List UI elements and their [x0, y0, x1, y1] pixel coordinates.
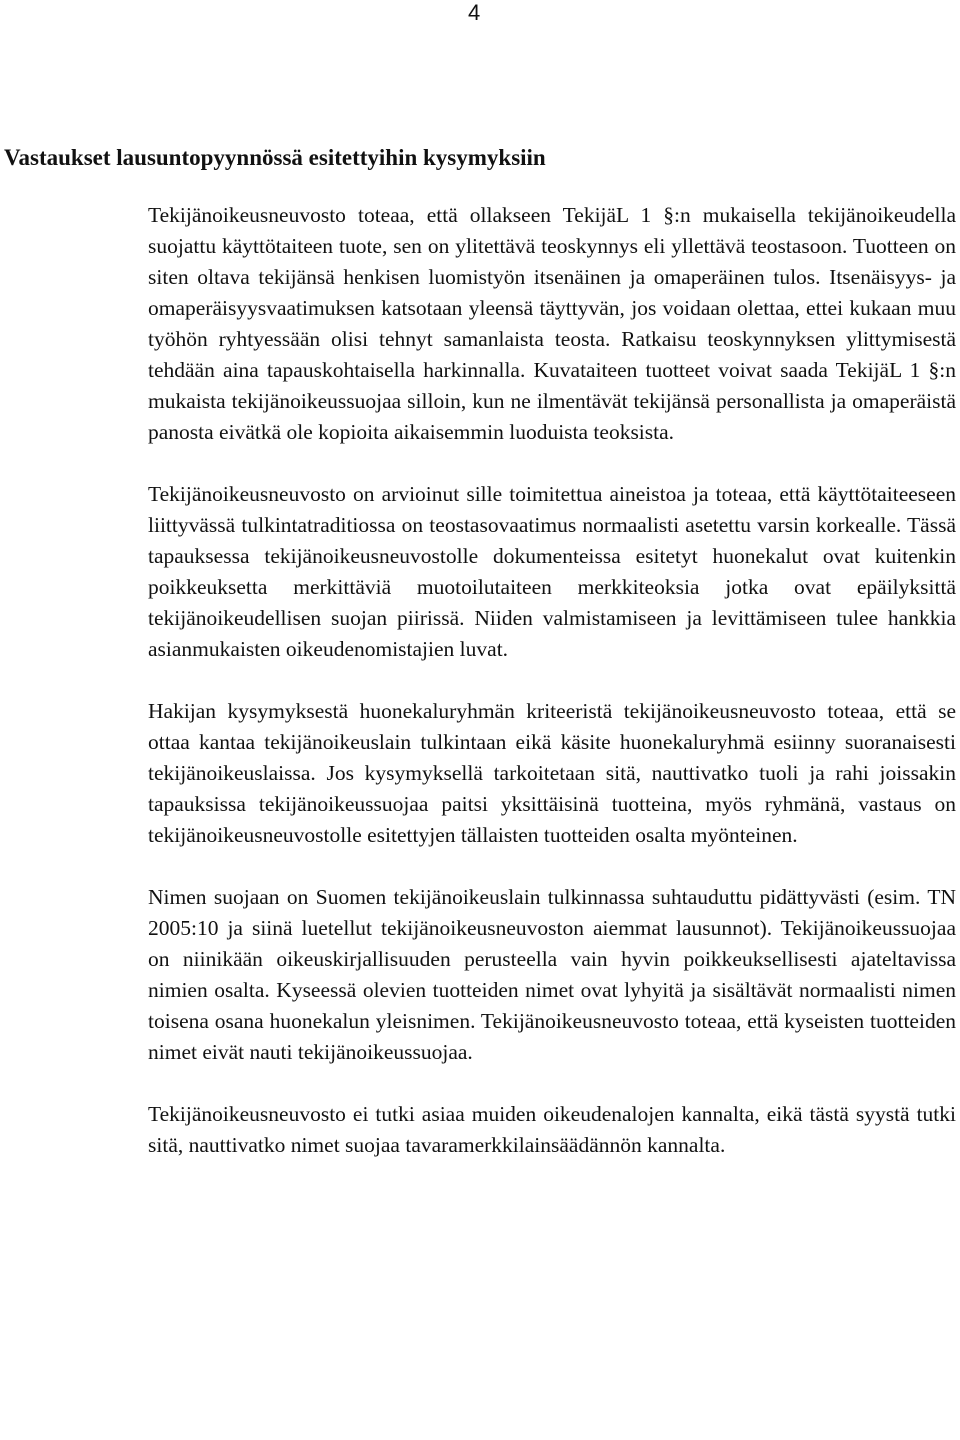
- paragraph-2: Tekijänoikeusneuvosto on arvioinut sille toimitettua aineistoa ja toteaa, että käyttötaiteeseen liittyvässä tulkintatraditiossa on teostasovaatimus normaalisti asetettu varsin korkealle. Tässä tapauksessa tekijänoikeusneuvostolle dokumenteissa esitetyt huonekalut ovat kuitenkin poikkeuksetta merkittäviä muotoilutaiteen merkkiteoksia jotka ovat epäilyksittä tekijänoikeudellisen suojan piirissä. Niiden valmistamiseen ja levittämiseen tulee hankkia asianmukaisten oikeudenomistajien luvat.: [148, 482, 956, 661]
- page-number: 4: [468, 0, 481, 25]
- paragraph-4: Nimen suojaan on Suomen tekijänoikeuslain tulkinnassa suhtauduttu pidättyvästi (esim. TN 2005:10 ja siinä luetellut tekijänoikeusneuvoston aiemmat lausunnot). Tekijänoikeussuojaa on niinikään oikeuskirjallisuuden perusteella vain hyvin poikkeuksellisesti ajateltavissa nimien osalta. Kyseessä olevien tuotteiden nimet ovat lyhyitä ja sisältävät normaalisti nimen toisena osana huonekalun yleisnimen. Tekijänoikeusneuvosto toteaa, että kyseisten tuotteiden nimet eivät nauti tekijänoikeussuojaa.: [148, 885, 956, 1064]
- paragraph-3: Hakijan kysymyksestä huonekaluryhmän kriteeristä tekijänoikeusneuvosto toteaa, että se ottaa kantaa tekijänoikeuslain tulkintaan eikä käsite huonekaluryhmä esiinny suoranaisesti tekijänoikeuslaissa. Jos kysymyksellä tarkoitetaan sitä, nauttivatko tuoli ja rahi joissakin tapauksissa tekijänoikeussuojaa paitsi yksittäisinä tuotteina, myös ryhmänä, vastaus on tekijänoikeusneuvostolle esitettyjen tällaisten tuotteiden osalta myönteinen.: [148, 699, 956, 847]
- paragraph-1: Tekijänoikeusneuvosto toteaa, että ollakseen TekijäL 1 §:n mukaisella tekijänoikeudella suojattu käyttötaiteen tuote, sen on ylitettävä teoskynnys eli yllettävä teostasoon. Tuotteen on siten oltava tekijänsä henkisen luomistyön itsenäinen ja omaperäinen tulos. Itsenäisyys- ja omaperäisyysvaatimuksen katsotaan yleensä täyttyvän, jos voidaan olettaa, ettei kukaan muu työhön ryhtyessään olisi tehnyt samanlaista teosta. Ratkaisu teoskynnyksen ylittymisestä tehdään aina tapauskohtaisella harkinnalla. Kuvataiteen tuotteet voivat saada TekijäL 1 §:n mukaista tekijänoikeussuojaa silloin, kun ne ilmentävät tekijänsä personallista ja omaperäistä panosta eivätkä ole kopioita aikaisemmin luoduista teoksista.: [148, 203, 956, 444]
- section-heading: Vastaukset lausuntopyynnössä esitettyihin kysymyksiin: [4, 145, 546, 170]
- paragraph-5: Tekijänoikeusneuvosto ei tutki asiaa muiden oikeudenalojen kannalta, eikä tästä syystä tutki sitä, nauttivatko nimet suojaa tavaramerkkilainsäädännön kannalta.: [148, 1102, 956, 1157]
- document-body: [148, 200, 956, 1192]
